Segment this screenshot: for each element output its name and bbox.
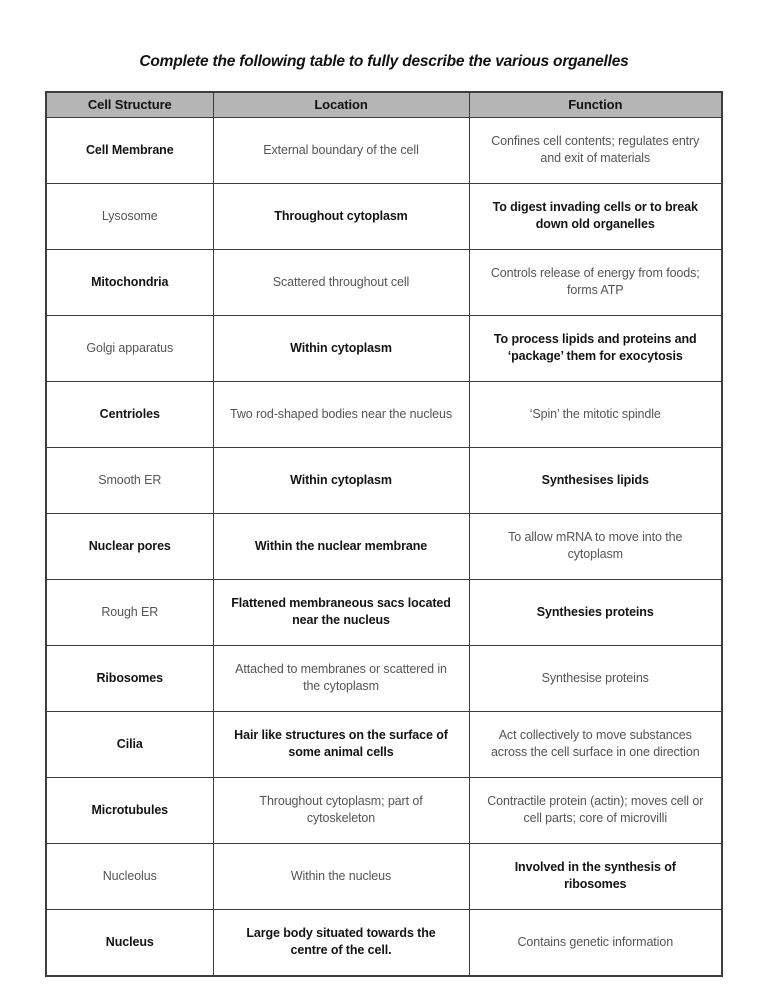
cell-function: To allow mRNA to move into the cytoplasm [469, 513, 722, 579]
cell-structure: Lysosome [46, 183, 213, 249]
cell-function: Contains genetic information [469, 909, 722, 976]
column-header-location: Location [213, 92, 469, 117]
table-row [46, 909, 722, 976]
cell-location: Throughout cytoplasm [213, 183, 469, 249]
page-title: Complete the following table to fully describe the various organelles [139, 53, 629, 70]
cell-structure: Nucleus [46, 909, 213, 976]
cell-function: To digest invading cells or to break down old organelles [469, 183, 722, 249]
cell-function: To process lipids and proteins and ‘package’ them for exocytosis [469, 315, 722, 381]
cell-structure: Ribosomes [46, 645, 213, 711]
cell-location: Within cytoplasm [213, 315, 469, 381]
cell-location: Hair like structures on the surface of some animal cells [213, 711, 469, 777]
cell-location: Within the nuclear membrane [213, 513, 469, 579]
table-row [46, 447, 722, 513]
cell-structure: Cilia [46, 711, 213, 777]
cell-location: External boundary of the cell [213, 117, 469, 183]
table-row [46, 117, 722, 183]
cell-location: Throughout cytoplasm; part of cytoskeleton [213, 777, 469, 843]
table-row [46, 513, 722, 579]
column-header-cell-structure: Cell Structure [46, 92, 213, 117]
cell-location: Two rod-shaped bodies near the nucleus [213, 381, 469, 447]
table-row [46, 381, 722, 447]
table-row [46, 183, 722, 249]
table-row [46, 249, 722, 315]
table-row [46, 645, 722, 711]
cell-structure: Nuclear pores [46, 513, 213, 579]
cell-structure: Mitochondria [46, 249, 213, 315]
cell-function: Controls release of energy from foods; forms ATP [469, 249, 722, 315]
table-header-row [46, 92, 722, 117]
table-row [46, 843, 722, 909]
table-row [46, 315, 722, 381]
cell-function: Synthesise proteins [469, 645, 722, 711]
cell-function: Involved in the synthesis of ribosomes [469, 843, 722, 909]
cell-structure: Smooth ER [46, 447, 213, 513]
cell-structure: Centrioles [46, 381, 213, 447]
cell-function: Confines cell contents; regulates entry and exit of materials [469, 117, 722, 183]
cell-function: ‘Spin’ the mitotic spindle [469, 381, 722, 447]
cell-location: Scattered throughout cell [213, 249, 469, 315]
cell-location: Within cytoplasm [213, 447, 469, 513]
organelle-table [45, 91, 723, 977]
table-row [46, 777, 722, 843]
cell-location: Large body situated towards the centre of the cell. [213, 909, 469, 976]
cell-structure: Nucleolus [46, 843, 213, 909]
column-header-function: Function [469, 92, 722, 117]
cell-function: Synthesies proteins [469, 579, 722, 645]
cell-structure: Golgi apparatus [46, 315, 213, 381]
cell-function: Synthesises lipids [469, 447, 722, 513]
cell-structure: Cell Membrane [46, 117, 213, 183]
cell-structure: Rough ER [46, 579, 213, 645]
cell-location: Within the nucleus [213, 843, 469, 909]
cell-location: Flattened membraneous sacs located near the nucleus [213, 579, 469, 645]
cell-structure: Microtubules [46, 777, 213, 843]
table-row [46, 711, 722, 777]
cell-function: Act collectively to move substances across the cell surface in one direction [469, 711, 722, 777]
cell-function: Contractile protein (actin); moves cell or cell parts; core of microvilli [469, 777, 722, 843]
cell-location: Attached to membranes or scattered in the cytoplasm [213, 645, 469, 711]
table-body [46, 117, 722, 976]
table-row [46, 579, 722, 645]
